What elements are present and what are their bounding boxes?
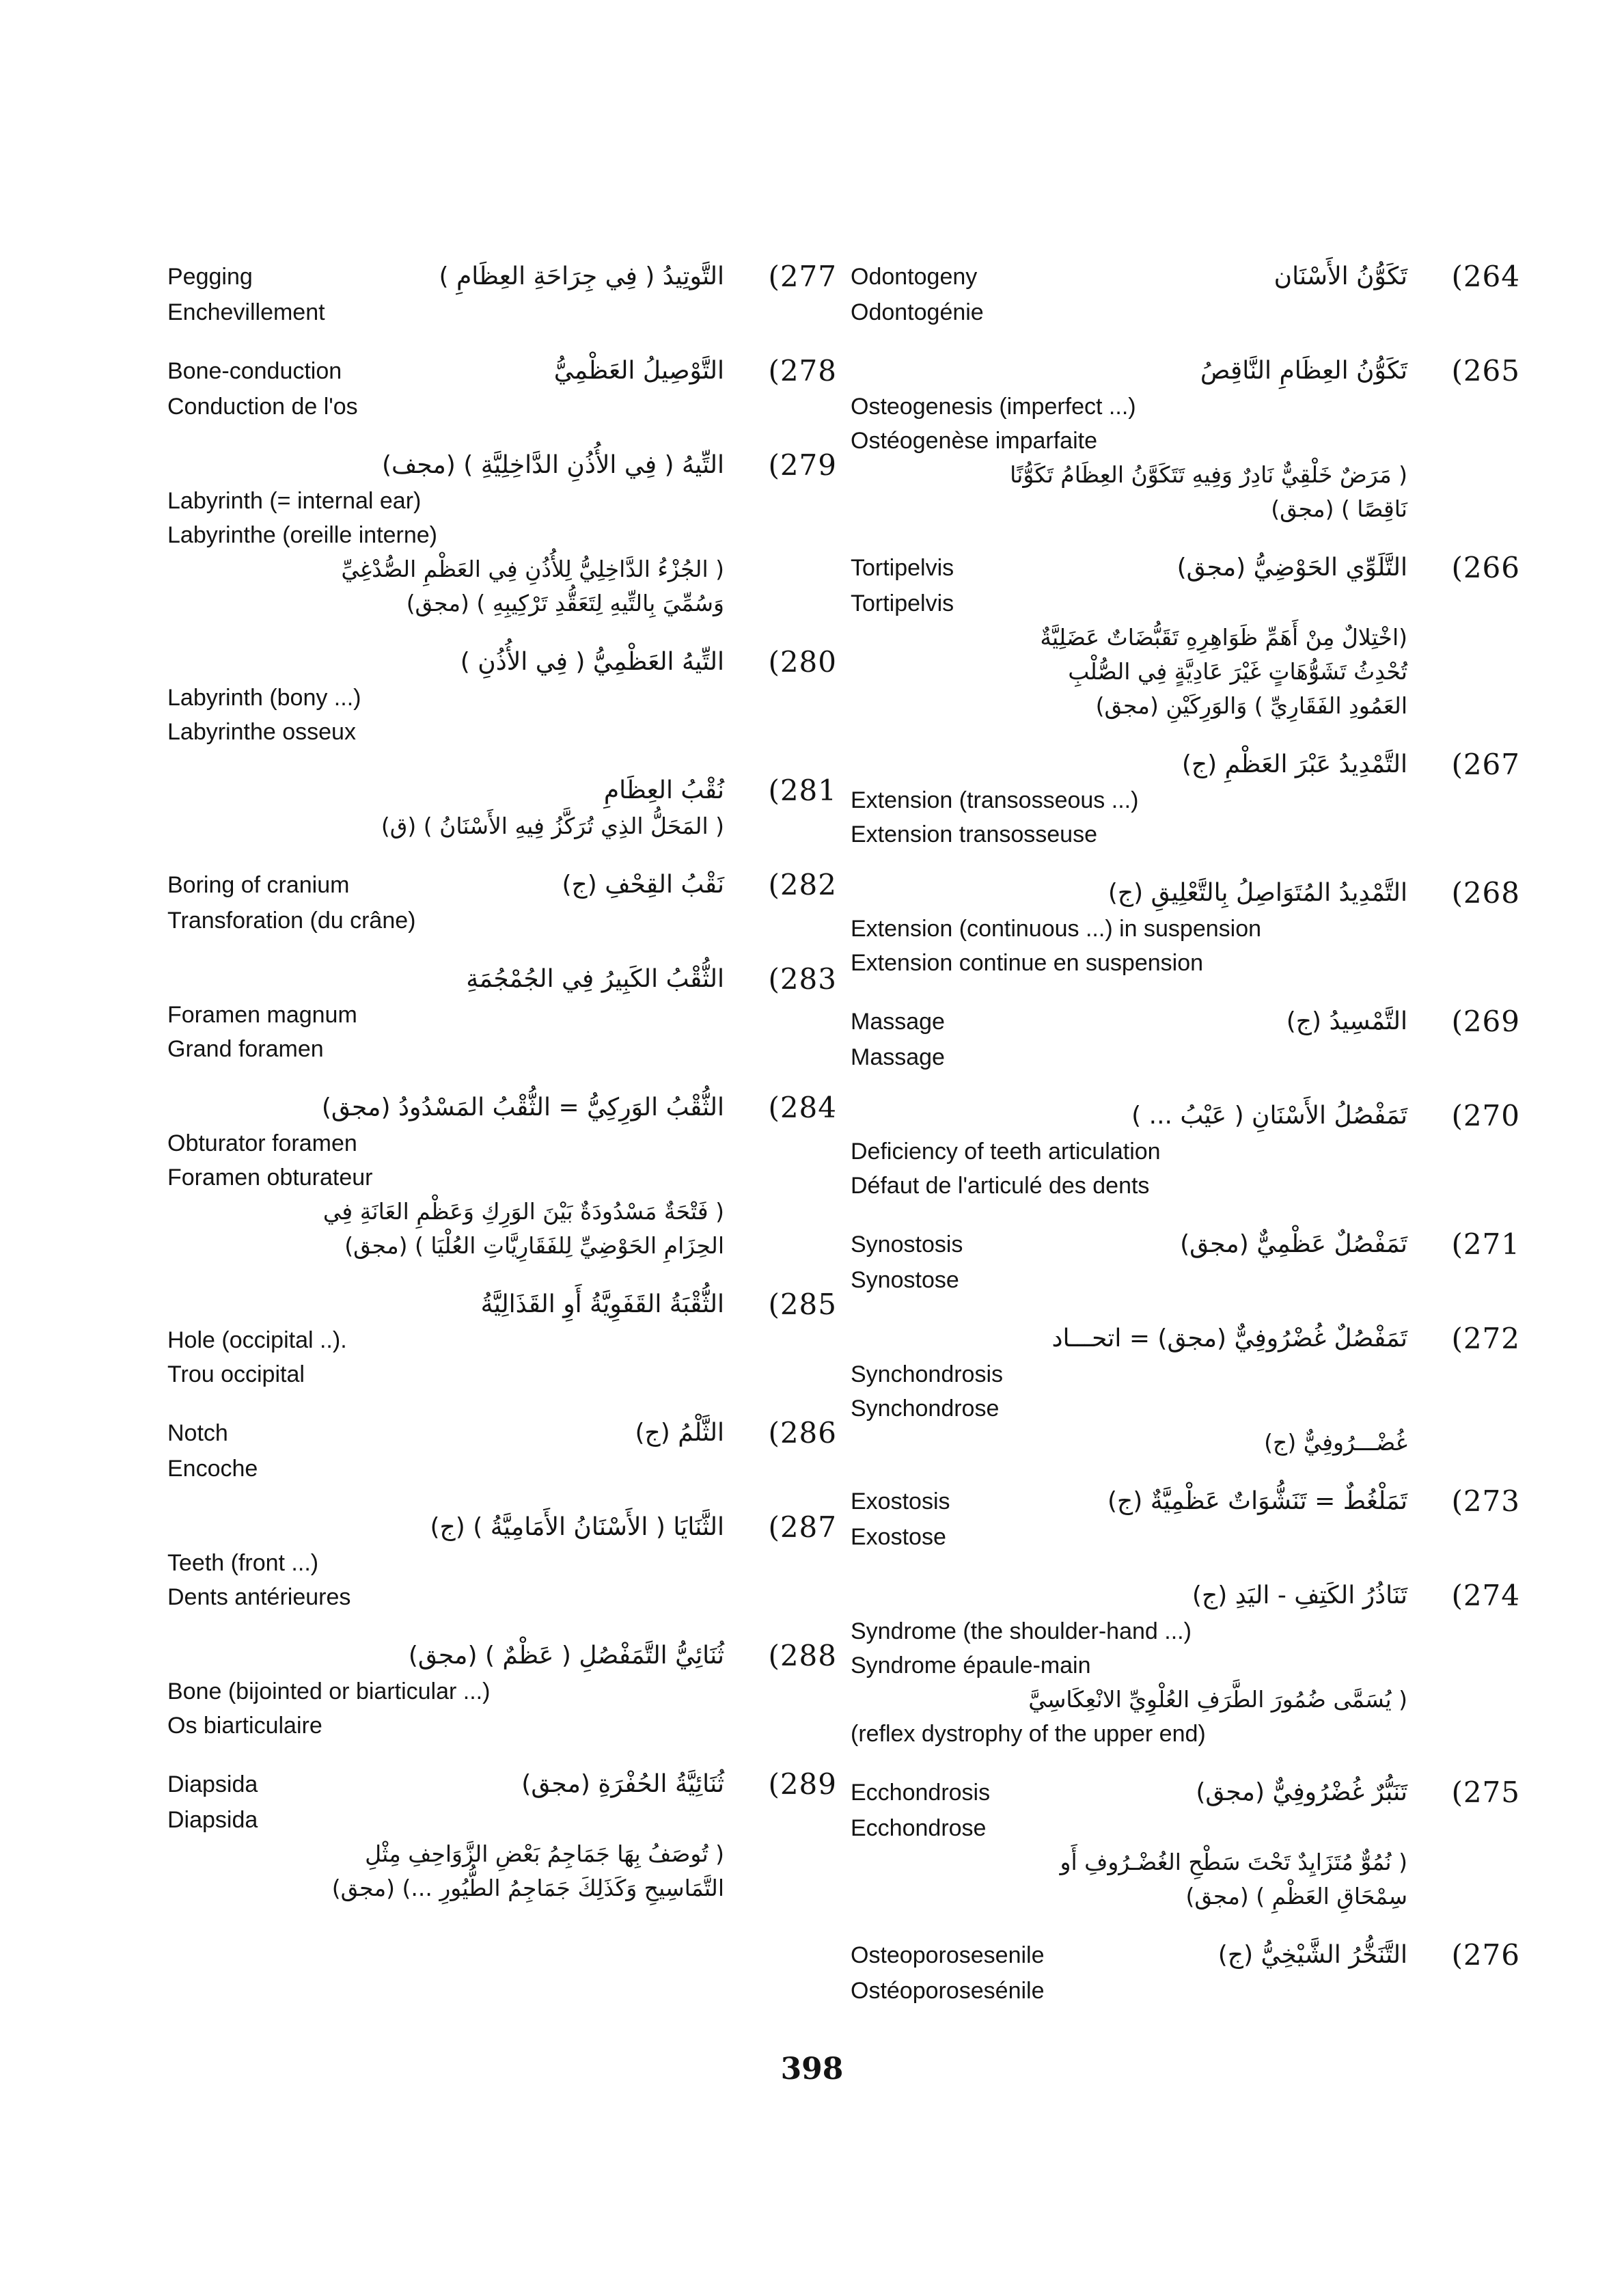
english-term: Osteoporosesenile (851, 1942, 1045, 1968)
entry-number: (267 (1451, 748, 1520, 781)
dictionary-entry (851, 1320, 1520, 1460)
entry-number: (269 (1451, 1005, 1520, 1038)
dictionary-entry (851, 258, 1520, 329)
entry-number: (287 (768, 1510, 837, 1544)
arabic-note-line: نَاقِصًا ) (مجق) (1271, 495, 1407, 522)
dictionary-entry (167, 258, 837, 329)
dictionary-entry (851, 549, 1520, 723)
english-term: Diapsida (167, 1771, 258, 1797)
entry-headline (851, 1483, 1520, 1520)
translation-line: Synostose (851, 1267, 959, 1293)
translation-line: Synchondrosis (851, 1361, 1004, 1387)
translation-line: Dents antérieures (167, 1584, 351, 1610)
entry-number: (270 (1451, 1099, 1520, 1132)
arabic-note-line: غُضْـــرُوفِيٌّ (ج) (1264, 1429, 1407, 1456)
arabic-term: ثُنَائِيُّ التَّمَفْصُلِ ( عَظْمٌ ) (مجق) (408, 1642, 724, 1670)
arabic-term: ثُنَائِيَّةُ الحُفْرَةِ (مجق) (521, 1770, 724, 1798)
left-column (167, 258, 837, 1929)
arabic-term: نُقْبُ العِظَامِ (603, 776, 724, 804)
entry-number: (266 (1451, 551, 1520, 584)
translation-line: Synchondrose (851, 1396, 1000, 1422)
translation-line: Exostose (851, 1524, 946, 1550)
entry-headline (167, 772, 837, 809)
entry-number: (278 (768, 354, 837, 388)
english-term: Odontogeny (851, 264, 978, 290)
dictionary-entry (851, 875, 1520, 980)
entry-number: (284 (768, 1091, 837, 1124)
english-term: Bone-conduction (167, 358, 342, 384)
entry-number: (282 (768, 868, 837, 901)
entry-number: (274 (1451, 1579, 1520, 1612)
translation-line: Obturator foramen (167, 1130, 357, 1156)
arabic-note-line: ( الجُزْءُ الدَّاخِلِيُّ لِلأُذُنِ فِي العَظْمِ الصُّدْغِيِّ (341, 556, 724, 582)
translation-line: Hole (occipital ..). (167, 1327, 347, 1353)
arabic-note-line: وَسُمِّيَ بِالتِّيهِ لِتَعَقُّدِ تَرْكِيبِهِ ) (مجق) (406, 590, 724, 616)
entry-headline (851, 1577, 1520, 1614)
translation-line: Foramen magnum (167, 1002, 357, 1028)
entry-number: (264 (1451, 260, 1520, 293)
translation-line: Grand foramen (167, 1036, 324, 1062)
dictionary-entry (851, 1098, 1520, 1203)
arabic-note-line: ( فَتْحَةٌ مَسْدُودَةٌ بَيْنَ الوَرِكِ وَعَظْمِ العَانَةِ فِي (322, 1198, 724, 1225)
dictionary-entry (167, 772, 837, 843)
entry-headline (167, 447, 837, 484)
dictionary-entry (167, 1766, 837, 1905)
dictionary-entry (167, 1415, 837, 1486)
translation-line: Teeth (front ...) (167, 1550, 319, 1576)
arabic-term: تَنَبُّرٌ غُضْرُوفِيٌّ (مجق) (1196, 1778, 1407, 1806)
entry-headline (851, 1003, 1520, 1040)
dictionary-entry (167, 644, 837, 749)
arabic-term: التَّمْدِيدُ المُتَوَاصِلُ بِالتَّعْلِيقِ (ج) (1107, 879, 1407, 907)
dictionary-entry (851, 1937, 1520, 2008)
translation-line: Labyrinth (bony ...) (167, 685, 361, 711)
entry-number: (271 (1451, 1227, 1520, 1261)
arabic-term: تَمَفْصُلُ الأَسْنَانِ ( عَيْبُ ... ) (1131, 1102, 1407, 1130)
translation-line: Tortipelvis (851, 590, 954, 616)
arabic-term: تَمَفْصُلٌ غُضْرُوفِيٌّ (مجق) = اتحـــاد (1051, 1324, 1407, 1352)
arabic-term: الثُّقْبُ الوَرِكِيُّ = الثُّقْبُ المَسْدُودُ (مجق) (321, 1093, 724, 1121)
entry-number: (289 (768, 1767, 837, 1801)
translation-line: Labyrinthe osseux (167, 719, 356, 745)
dictionary-entry (851, 1774, 1520, 1914)
translation-line: Bone (bijointed or biarticular ...) (167, 1678, 491, 1704)
translation-line: Extension continue en suspension (851, 950, 1204, 976)
entry-number: (281 (768, 774, 837, 807)
translation-line: Enchevillement (167, 299, 325, 325)
entry-headline (851, 1774, 1520, 1811)
entry-headline (851, 1320, 1520, 1357)
dictionary-entry (851, 1003, 1520, 1074)
entry-headline (167, 961, 837, 998)
dictionary-entry (851, 1226, 1520, 1297)
entry-number: (265 (1451, 354, 1520, 388)
entry-headline (851, 1937, 1520, 1974)
entry-number: (275 (1451, 1776, 1520, 1809)
english-term: Exostosis (851, 1488, 950, 1514)
translation-line: Défaut de l'articulé des dents (851, 1173, 1150, 1199)
english-term: Ecchondrosis (851, 1780, 991, 1806)
arabic-term: التِّيهُ العَظْمِيُّ ( فِي الأُذُنِ ) (460, 648, 724, 676)
arabic-term: تَنَاذُرُ الكَتِفِ - اليَدِ (ج) (1192, 1581, 1407, 1609)
arabic-note-line: ( مَرَضٌ خَلْقِيٌّ نَادِرٌ وَفِيهِ تَتَكَوَّنُ العِظَامُ تَكَوُّنًا (1010, 461, 1407, 488)
translation-line: Deficiency of teeth articulation (851, 1139, 1161, 1165)
dictionary-entry (851, 353, 1520, 526)
arabic-term: التَّنَخُّرُ الشَّيْخِيُّ (ج) (1217, 1941, 1407, 1969)
arabic-term: الثَّلْمُ (ج) (635, 1419, 724, 1447)
entry-number: (272 (1451, 1322, 1520, 1355)
arabic-note-line: سِمْحَاقِ العَظْمِ ) (مجق) (1185, 1883, 1407, 1909)
translation-line: Odontogénie (851, 299, 984, 325)
dictionary-entry (851, 746, 1520, 852)
dictionary-entry (167, 1089, 837, 1263)
arabic-term: تَمَلْغُطٌ = تَنَشُّوَاتٌ عَظْمِيَّةٌ (ج) (1107, 1487, 1407, 1515)
arabic-term: نَقْبُ القِحْفِ (ج) (562, 871, 724, 899)
arabic-note-line: التَّمَاسِيحِ وَكَذَلِكَ جَمَاجِمُ الطُّيُورِ ...) (مجق) (331, 1875, 724, 1901)
dictionary-entry (167, 961, 837, 1066)
english-term: Boring of cranium (167, 872, 350, 898)
translation-line: Syndrome épaule-main (851, 1653, 1091, 1678)
translation-line: Foramen obturateur (167, 1165, 373, 1191)
entry-headline (167, 867, 837, 903)
arabic-note-line: تُحْدِثُ تَشَوُّهَاتٍ غَيْرَ عَادِيَّةٍ فِي الصُّلْبِ (1068, 658, 1407, 685)
dictionary-entry (167, 1509, 837, 1614)
translation-line: Os biarticulaire (167, 1713, 322, 1739)
dictionary-entry (851, 1577, 1520, 1751)
arabic-term: تَكَوُّنُ الأَسْنَان (1274, 262, 1407, 290)
entry-headline (167, 1637, 837, 1674)
dictionary-entry (167, 353, 837, 424)
translation-line: Extension transosseuse (851, 821, 1097, 847)
entry-headline (167, 353, 837, 390)
english-term: Tortipelvis (851, 555, 954, 581)
arabic-note-line: ( نُمُوٌّ مُتَزَايِدٌ تَحْتَ سَطْحِ الغُضْـرُوفِ أَو (1060, 1849, 1407, 1875)
dictionary-entry (167, 1286, 837, 1391)
entry-headline (851, 549, 1520, 586)
entry-headline (167, 258, 837, 295)
entry-headline (851, 1226, 1520, 1263)
entry-headline (851, 353, 1520, 390)
entry-headline (167, 1089, 837, 1126)
arabic-note-line: العَمُودِ الفَقَارِيِّ ) وَالوَرِكَيْنِ (مجق) (1095, 692, 1407, 719)
arabic-note-line: (reflex dystrophy of the upper end) (851, 1721, 1206, 1747)
arabic-term: التَّوْصِيلُ العَظْمِيُّ (553, 357, 724, 385)
dictionary-entry (167, 1637, 837, 1743)
translation-line: Labyrinthe (oreille interne) (167, 522, 437, 548)
entry-headline (167, 1766, 837, 1803)
arabic-term: تَمَفْصُلٌ عَظْمِيٌّ (مجق) (1180, 1230, 1407, 1258)
entry-headline (851, 258, 1520, 295)
entry-headline (167, 1415, 837, 1452)
right-column (851, 258, 1520, 2031)
translation-line: Transforation (du crâne) (167, 908, 416, 934)
entry-number: (285 (768, 1288, 837, 1321)
english-term: Massage (851, 1009, 945, 1035)
entry-number: (268 (1451, 876, 1520, 910)
entry-number: (280 (768, 645, 837, 679)
page-number: 398 (780, 2052, 844, 2086)
english-term: Pegging (167, 264, 253, 290)
arabic-term: التَّوتِيدُ ( فِي جِرَاحَةِ العِظَامِ ) (439, 262, 724, 290)
arabic-term: التَّمْدِيدُ عَبْرَ العَظْمِ (ج) (1181, 750, 1407, 778)
translation-line: Trou occipital (167, 1361, 305, 1387)
english-term: Synostosis (851, 1232, 963, 1257)
entry-number: (279 (768, 448, 837, 482)
translation-line: Syndrome (the shoulder-hand ...) (851, 1618, 1192, 1644)
dictionary-entry (167, 447, 837, 621)
entry-number: (286 (768, 1416, 837, 1450)
entry-headline (167, 1509, 837, 1546)
translation-line: Ostéoporosesénile (851, 1978, 1045, 2004)
dictionary-entry (167, 867, 837, 938)
translation-line: Ostéogenèse imparfaite (851, 428, 1097, 454)
arabic-term: التِّيهُ ( فِي الأُذُنِ الدَّاخِلِيَّةِ ) (مجف) (381, 451, 724, 479)
translation-line: Encoche (167, 1456, 258, 1482)
translation-line: Ecchondrose (851, 1815, 987, 1841)
translation-line: Massage (851, 1044, 945, 1070)
translation-line: Labyrinth (= internal ear) (167, 488, 422, 514)
entry-number: (277 (768, 260, 837, 293)
arabic-note-line: ( المَحَلُّ الذِي تُرَكَّزُ فِيهِ الأَسْنَانُ ) (ق) (381, 813, 724, 839)
entry-number: (273 (1451, 1484, 1520, 1518)
entry-number: (276 (1451, 1938, 1520, 1972)
translation-line: Diapsida (167, 1807, 258, 1833)
translation-line: Conduction de l'os (167, 394, 358, 420)
entry-number: (283 (768, 962, 837, 996)
arabic-note-line: (اخْتِلالٌ مِنْ أَهَمِّ ظَوَاهِرِهِ تَقَبُّضَاتٌ عَضَلِيَّةٌ (1040, 624, 1407, 651)
arabic-note-line: ( يُسَمَّى ضُمُورَ الطَّرَفِ العُلْوِيِّ الانْعِكَاسِيَّ (1028, 1686, 1407, 1713)
english-term: Notch (167, 1420, 228, 1446)
arabic-term: الثُّقْبُ الكَبِيرُ فِي الجُمْجُمَةِ (466, 965, 724, 993)
entry-headline (167, 644, 837, 681)
entry-headline (167, 1286, 837, 1323)
entry-number: (288 (768, 1639, 837, 1672)
translation-line: Osteogenesis (imperfect ...) (851, 394, 1136, 420)
translation-line: Extension (continuous ...) in suspension (851, 916, 1262, 942)
arabic-term: التَّلَوِّي الحَوْضِيُّ (مجق) (1176, 554, 1407, 582)
arabic-note-line: ( تُوصَفُ بِهَا جَمَاجِمُ بَعْضِ الزَّوَاحِفِ مِثْلِ (365, 1840, 724, 1867)
entry-headline (851, 746, 1520, 783)
arabic-term: الثُّقْبَةُ القَفَوِيَّةُ أَوِ القَذَالِيَّةُ (480, 1290, 724, 1318)
arabic-term: التَّمْسِيدُ (ج) (1286, 1007, 1407, 1035)
entry-headline (851, 875, 1520, 912)
arabic-note-line: الحِزَامِ الحَوْضِيِّ لِلفَقَارِيَّاتِ العُلْيَا ) (مجق) (344, 1232, 724, 1259)
entry-headline (851, 1098, 1520, 1134)
arabic-term: تَكَوُّنُ العِظَامِ النَّاقِصُ (1200, 357, 1407, 385)
translation-line: Extension (transosseous ...) (851, 787, 1139, 813)
arabic-term: الثَّنَايَا ( الأَسْنَانُ الأَمَامِيَّةُ ) (ج) (430, 1513, 724, 1541)
dictionary-entry (851, 1483, 1520, 1554)
